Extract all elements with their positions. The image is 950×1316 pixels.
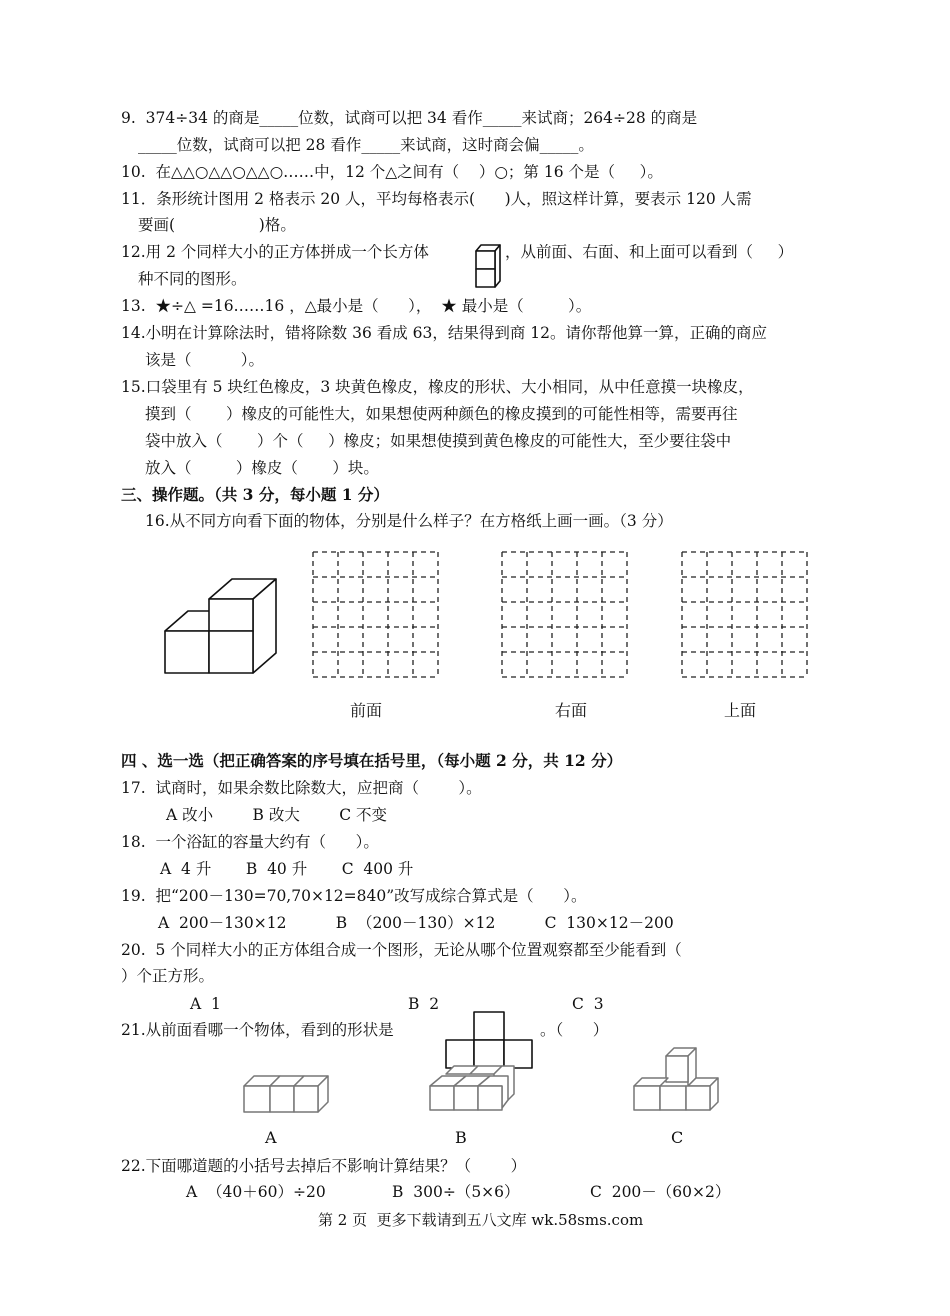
option-b-solid: [428, 1064, 520, 1116]
question-20-line2: ）个正方形。: [121, 967, 215, 985]
solid-b-front-2: [454, 1086, 478, 1110]
question-14-line1: 14.小明在计算除法时，错将除数 36 看成 63，结果得到商 12。请你帮他算一算，正确的商应: [121, 324, 768, 342]
cube-front-lower-left: [165, 631, 209, 673]
question-10: 10. 在△△○△△○△△○……中，12 个△之间有（ ）○；第 16 个是（ ）。: [121, 163, 663, 181]
solid-c-upper-front: [666, 1056, 688, 1082]
question-15-line4: 放入（ ）橡皮（ ）块。: [145, 459, 379, 477]
cube-front-upper: [209, 599, 253, 631]
question-21-line1b: 。（ ）: [540, 1021, 609, 1039]
section-3-heading: 三、操作题。（共 3 分，每小题 1 分）: [121, 485, 389, 504]
stacked-cubes-figure: [160, 575, 280, 680]
solid-c-top-left: [634, 1078, 668, 1086]
question-15-line1: 15.口袋里有 5 块红色橡皮，3 块黄色橡皮，橡皮的形状、大小相同，从中任意摸一块橡皮，: [121, 378, 754, 396]
question-15-line3: 袋中放入（ ）个（ ）橡皮；如果想使摸到黄色橡皮的可能性大，至少要往袋中: [145, 432, 732, 450]
question-12-line1b: ，从前面、右面、和上面可以看到（ ）: [505, 243, 794, 261]
question-21-line1a: 21.从前面看哪一个物体，看到的形状是: [121, 1021, 394, 1039]
question-20-option-a: A 1: [190, 995, 221, 1013]
question-19: 19. 把“200－130=70,70×12=840”改写成综合算式是（ ）。: [121, 887, 587, 905]
question-20-option-c: C 3: [572, 995, 604, 1013]
cuboid-front-lower: [476, 269, 495, 287]
question-17-options: A 改小 B 改大 C 不变: [166, 806, 388, 824]
grid-paper-front: [311, 550, 441, 680]
solid-a-front-3: [294, 1086, 318, 1112]
front-view-shape: [444, 1010, 534, 1072]
caption-option-b: B: [455, 1128, 467, 1147]
question-18-options: A 4 升 B 40 升 C 400 升: [160, 860, 414, 878]
question-11-line2: 要画( )格。: [138, 216, 296, 234]
shape-top-square: [474, 1012, 504, 1040]
question-9-line1: 9. 374÷34 的商是_____位数，试商可以把 34 看作_____来试商；264÷28 的商是: [121, 109, 698, 127]
question-13: 13. ★÷△ =16……16 ，△最小是（ ）， ★ 最小是（ ）。: [121, 297, 592, 315]
caption-right: 右面: [555, 701, 588, 720]
solid-c-front-1: [634, 1086, 660, 1110]
grid-paper-top: [680, 550, 810, 680]
solid-c-front-3: [686, 1086, 710, 1110]
solid-a-front-2: [270, 1086, 294, 1112]
solid-b-front-3: [478, 1086, 502, 1110]
question-12-line1a: 12.用 2 个同样大小的正方体拼成一个长方体: [121, 243, 429, 261]
question-14-line2: 该是（ ）。: [145, 351, 265, 369]
cuboid-figure: [474, 241, 504, 289]
question-22: 22.下面哪道题的小括号去掉后不影响计算结果？（ ）: [121, 1157, 527, 1175]
question-20-option-b: B 2: [408, 995, 440, 1013]
question-16: 16.从不同方向看下面的物体，分别是什么样子？在方格纸上画一画。（3 分）: [145, 512, 673, 530]
option-c-solid: [632, 1042, 722, 1114]
caption-top: 上面: [724, 701, 757, 720]
section-4-heading: 四 、选一选（把正确答案的序号填在括号里，（每小题 2 分，共 12 分）: [121, 751, 623, 770]
question-18: 18. 一个浴缸的容量大约有（ ）。: [121, 833, 379, 851]
solid-c-front-2: [660, 1086, 686, 1110]
question-17: 17. 试商时，如果余数比除数大，应把商（ ）。: [121, 779, 482, 797]
caption-front: 前面: [350, 701, 383, 720]
question-11-line1: 11．条形统计图用 2 格表示 20 人，平均每格表示( )人，照这样计算，要表示 120 人需: [121, 190, 752, 208]
question-20-line1: 20. 5 个同样大小的正方体组合成一个图形，无论从哪个位置观察都至少能看到（: [121, 941, 682, 959]
question-19-options: A 200－130×12 B （200－130）×12 C 130×12－200: [158, 914, 674, 932]
question-15-line2: 摸到（ ）橡皮的可能性大，如果想使两种颜色的橡皮摸到的可能性相等，需要再往: [145, 405, 738, 423]
question-22-option-a: A （40＋60）÷20: [186, 1183, 326, 1201]
question-22-option-b: B 300÷（5×6）: [392, 1183, 520, 1201]
caption-option-c: C: [671, 1128, 684, 1147]
question-22-option-c: C 200－（60×2）: [590, 1183, 731, 1201]
solid-b-front-1: [430, 1086, 454, 1110]
question-9-line2: _____位数，试商可以把 28 看作_____来试商，这时商会偏_____。: [138, 136, 594, 154]
question-12-line2: 种不同的图形。: [138, 270, 247, 288]
cuboid-front-upper: [476, 251, 495, 269]
page-footer: 第 2 页 更多下载请到五八文库 wk.58sms.com: [318, 1211, 644, 1229]
option-a-solid: [242, 1070, 332, 1114]
caption-option-a: A: [265, 1128, 277, 1147]
cube-front-lower-right: [209, 631, 253, 673]
solid-a-front-1: [244, 1086, 270, 1112]
grid-paper-right: [500, 550, 630, 680]
